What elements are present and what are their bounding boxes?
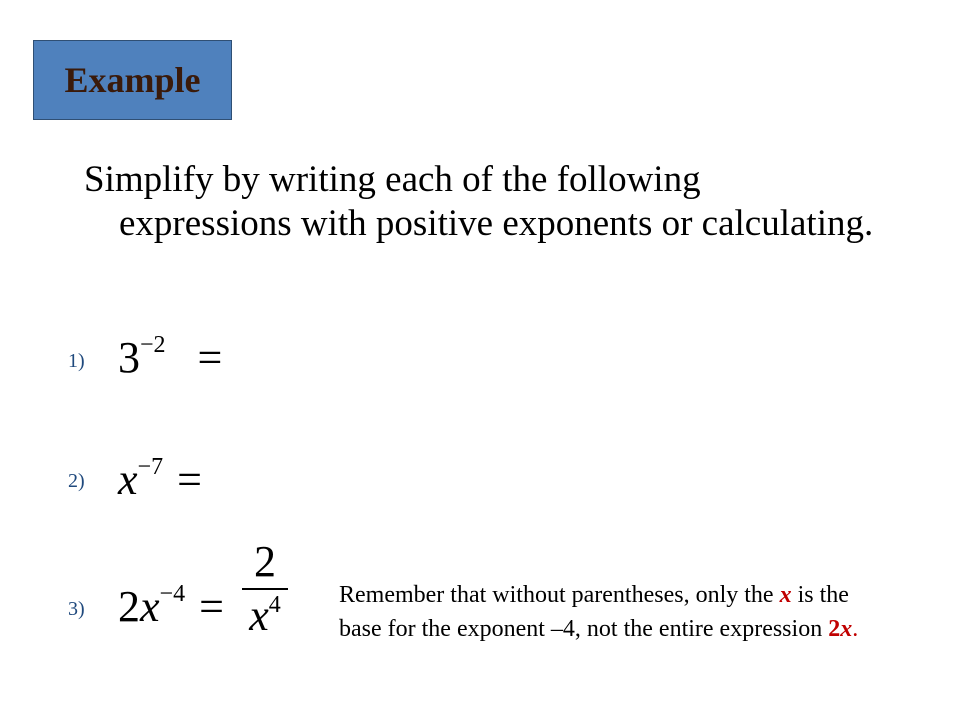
note-end: . bbox=[852, 616, 859, 642]
item-2-base: x bbox=[118, 455, 138, 504]
item-3-number: 3) bbox=[68, 598, 85, 620]
item-2-number: 2) bbox=[68, 470, 85, 492]
item-1-expression bbox=[118, 332, 223, 387]
item-3-expression bbox=[118, 581, 224, 636]
item-3-numerator: 2 bbox=[254, 537, 276, 586]
note-highlight-2x-var: x bbox=[840, 616, 853, 642]
item-3-exponent: −4 bbox=[159, 581, 186, 607]
note-text-1: Remember that without parentheses, only the bbox=[339, 582, 780, 608]
note-text-2: is the base for the exponent –4, not the entire expression bbox=[339, 582, 849, 642]
item-3-equals: = bbox=[199, 582, 224, 631]
example-label: Example bbox=[64, 60, 201, 100]
fraction-bar bbox=[242, 588, 288, 590]
item-3-den-base: x bbox=[249, 591, 269, 640]
item-1-base: 3 bbox=[118, 333, 140, 382]
note-highlight-2: 2 bbox=[828, 616, 841, 642]
item-2-equals: = bbox=[177, 455, 202, 504]
item-3-den-exponent: 4 bbox=[268, 592, 281, 618]
item-3-denominator bbox=[242, 591, 288, 645]
item-3-base: x bbox=[140, 582, 160, 631]
note-highlight-x: x bbox=[779, 582, 792, 608]
item-1-number: 1) bbox=[68, 350, 85, 372]
item-3-coefficient: 2 bbox=[118, 582, 140, 631]
item-1-exponent: −2 bbox=[140, 332, 166, 358]
item-1-equals: = bbox=[197, 333, 223, 382]
example-header-box bbox=[33, 40, 232, 120]
item-2-exponent: −7 bbox=[137, 454, 164, 480]
remember-note bbox=[339, 578, 879, 646]
item-2-expression bbox=[118, 454, 202, 509]
item-3-fraction bbox=[242, 537, 288, 645]
instruction-text: Simplify by writing each of the following expressions with positive exponents or calculating. bbox=[84, 159, 874, 244]
